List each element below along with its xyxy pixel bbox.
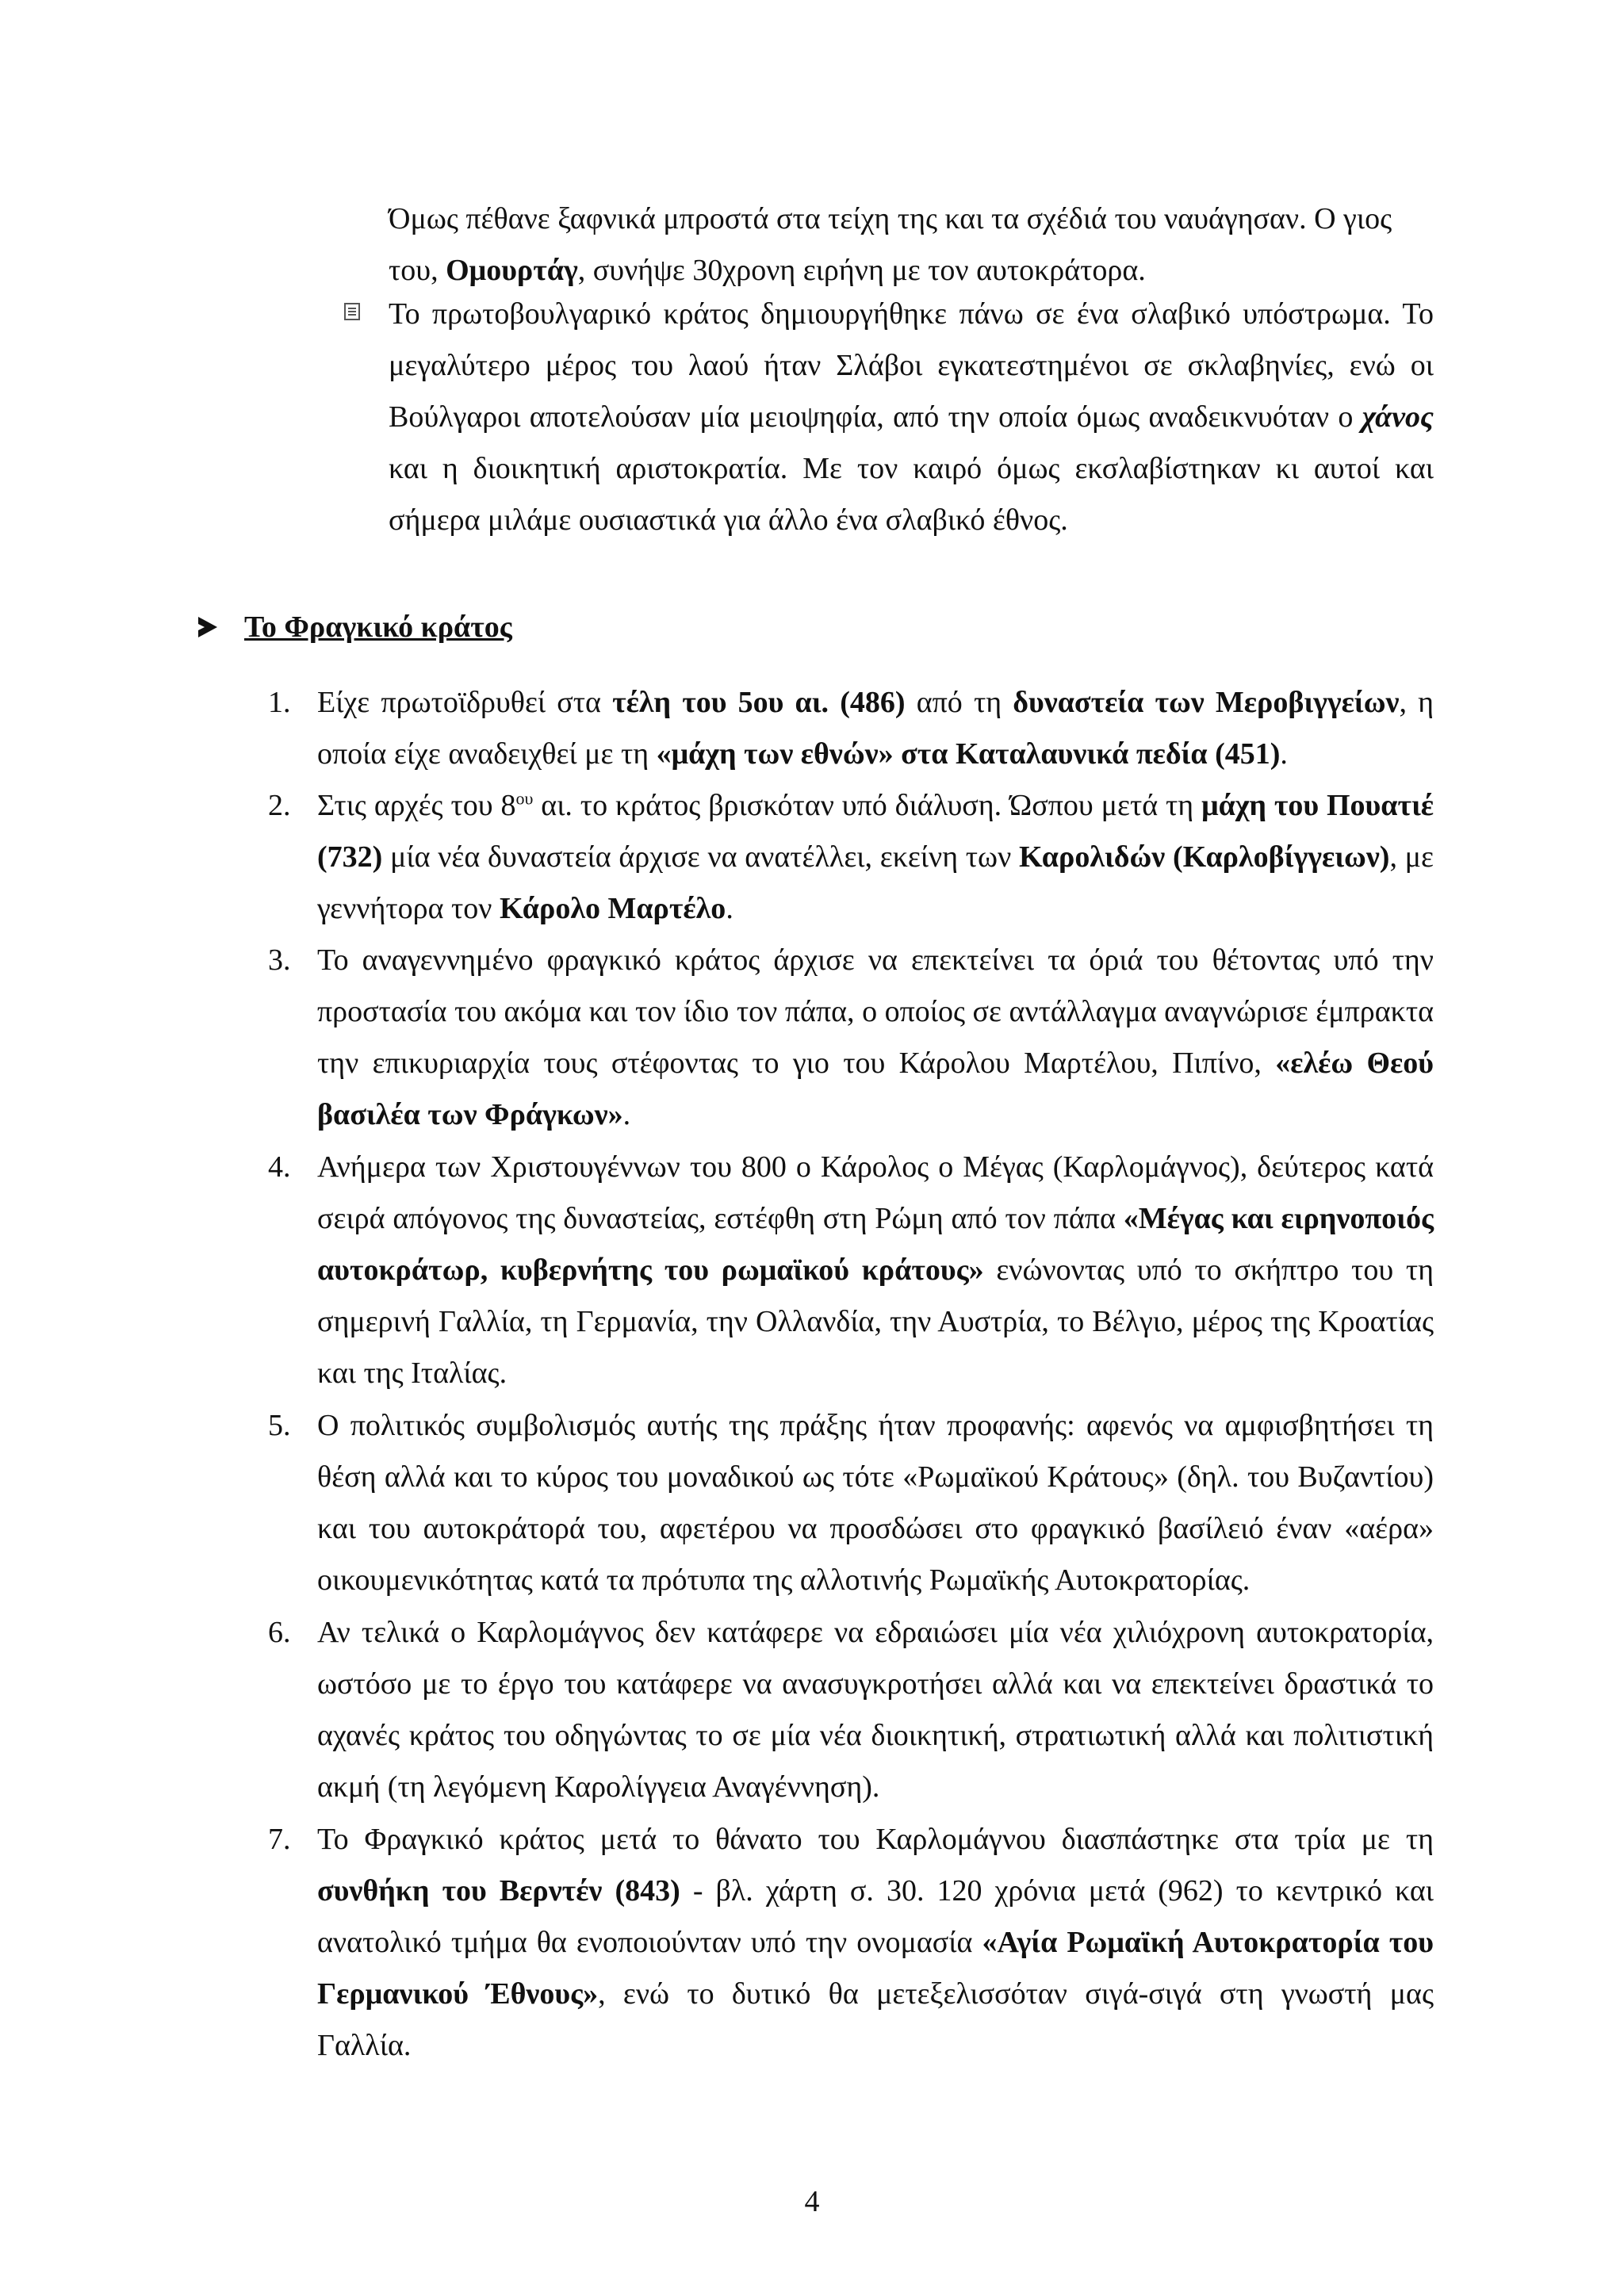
bold-text: «ελέω Θεού βασιλέα των Φράγκων» [317, 1047, 1434, 1131]
text-segment: ενώνοντας υπό το σκήπτρο του τη σημερινή Γαλλία, τη Γερμανία, την Ολλανδία, την Αυστρία, το Βέλγιο, μέρος της Κροατίας και της Ιταλίας. [317, 1253, 1434, 1390]
text-segment: Ο πολιτικός συμβολισμός αυτής της πράξης ήταν προφανής: αφενός να αμφισβητήσει τη θέση αλλά και το κύρος του μοναδικού ως τότε «Ρωμαϊκού Κράτους» (δηλ. του Βυζαντίου) και του αυτοκράτορά του, αφετέρου να προσδώσει στο φραγκικό βασίλειό έναν «αέρα» οικουμενικότητας κατά τα πρότυπα της αλλοτινής Ρωμαϊκής Αυτοκρατορίας. [317, 1409, 1434, 1597]
text-segment: Ανήμερα των Χριστουγέννων του 800 ο Κάρολος ο Μέγας (Καρλομάγνος), δεύτερος κατά σειρά απόγονος της δυναστείας, εστέφθη στη Ρώμη από τον πάπα [317, 1150, 1434, 1235]
text-segment: , με γεννήτορα τον [317, 840, 1434, 925]
intro-paragraph [389, 193, 1434, 297]
superscript: ου [515, 788, 534, 809]
list-item-text [317, 780, 1434, 935]
bold-text: (486) [840, 686, 906, 719]
text-segment: αι. το κράτος βρισκόταν υπό διάλυση. Ώσπου μετά τη [533, 789, 1202, 822]
text-segment: , η οποία είχε αναδειχθεί με τη [317, 686, 1434, 771]
bullet-term-khan: χάνος [1362, 400, 1434, 434]
list-item-text [317, 935, 1434, 1141]
text-segment: από τη [905, 686, 1013, 719]
text-segment: Στις αρχές του 8 [317, 789, 516, 822]
list-item-number: 7. [268, 1823, 291, 1856]
intro-line-2a: του, [389, 254, 446, 287]
bold-text: Καρολιδών (Καρλοβίγγειων) [1018, 840, 1390, 874]
text-segment: Το αναγεννημένο φραγκικό κράτος άρχισε να επεκτείνει τα όριά του θέτοντας υπό την προστασία του ακόμα και τον ίδιο τον πάπα, ο οποίος σε αντάλλαγμα αναγνώρισε έμπρακτα την επικυριαρχία τους στέφοντας το γιο του Κάρολου Μαρτέλου, Πιπίνο, [317, 943, 1434, 1080]
list-item-text [317, 1814, 1434, 2072]
intro-line-2c: , συνήψε 30χρονη ειρήνη με τον αυτοκράτορα. [577, 254, 1146, 287]
section-heading: Το Φραγκικό κράτος [244, 610, 512, 644]
bullet-text-a: Το πρωτοβουλγαρικό κράτος δημιουργήθηκε πάνω σε ένα σλαβικό υπόστρωμα. Το μεγαλύτερο μέρος του λαού ήταν Σλάβοι εγκατεστημένοι σε σκλαβηνίες, ενώ οι Βούλγαροι αποτελούσαν μία μειοψηφία, από την οποία όμως αναδεικνυόταν ο [389, 297, 1434, 434]
text-segment [829, 686, 840, 719]
bold-text: μάχη του Πουατιέ (732) [317, 789, 1434, 874]
text-segment: Είχε πρωτοϊδρυθεί στα [317, 686, 613, 719]
list-item-text [317, 1400, 1434, 1606]
bold-text: δυναστεία των Μεροβιγγείων [1013, 686, 1400, 719]
bullet-text-c: και η διοικητική αριστοκρατία. Με τον καιρό όμως εκσλαβίστηκαν κι αυτοί και σήμερα μιλάμε ουσιαστικά για άλλο ένα σλαβικό έθνος. [389, 452, 1434, 537]
arrow-bullet-icon [198, 617, 217, 637]
text-segment: . [622, 1098, 631, 1131]
page-number: 4 [804, 2185, 820, 2218]
list-item-number: 1. [268, 686, 291, 719]
list-item-number: 3. [268, 943, 291, 977]
list-bullet-icon [344, 303, 360, 320]
bullet-paragraph [389, 289, 1434, 546]
text-segment: Το Φραγκικό κράτος μετά το θάνατο του Καρλομάγνου διασπάστηκε στα τρία με τη [317, 1823, 1434, 1856]
bold-text: «Μέγας και ειρηνοποιός αυτοκράτωρ, κυβερνήτης του ρωμαϊκού κράτους» [317, 1202, 1434, 1287]
text-segment: . [1280, 737, 1288, 771]
text-segment: - βλ. χάρτη σ. 30. 120 χρόνια μετά (962) το κεντρικό και ανατολικό τμήμα θα ενοποιούνταν υπό την ονομασία [317, 1874, 1434, 1959]
list-item-text [317, 1607, 1434, 1813]
text-segment: Αν τελικά ο Καρλομάγνος δεν κατάφερε να εδραιώσει μία νέα χιλιόχρονη αυτοκρατορία, ωστόσο με το έργο του κατάφερε να ανασυγκροτήσει αλλά και να επεκτείνει δραστικά το αχανές κράτος του οδηγώντας το σε μία νέα διοικητική, στρατιωτική αλλά και πολιτιστική ακμή (τη λεγόμενη Καρολίγγεια Αναγέννηση). [317, 1616, 1434, 1804]
text-segment: μία νέα δυναστεία άρχισε να ανατέλλει, εκείνη των [382, 840, 1019, 874]
bold-text: «Αγία Ρωμαϊκή Αυτοκρατορία του Γερμανικού Έθνους» [317, 1926, 1434, 2011]
text-segment: , ενώ το δυτικό θα μετεξελισσόταν σιγά-σιγά στη γνωστή μας Γαλλία. [317, 1977, 1434, 2062]
list-item-number: 5. [268, 1409, 291, 1442]
intro-name-omurtag: Ομουρτάγ [446, 254, 578, 287]
intro-line-1: Όμως πέθανε ξαφνικά μπροστά στα τείχη της και τα σχέδιά του ναυάγησαν. Ο γιος [389, 202, 1392, 235]
bold-text: «μάχη των εθνών» στα Καταλαυνικά πεδία (451) [656, 737, 1281, 771]
text-segment: . [726, 892, 733, 925]
list-item-number: 6. [268, 1616, 291, 1649]
list-item-number: 2. [268, 789, 291, 822]
list-item-text [317, 1142, 1434, 1399]
list-item-text [317, 677, 1434, 780]
bold-text: τέλη του 5ου αι. [612, 686, 829, 719]
list-item-number: 4. [268, 1150, 291, 1184]
bold-text: Κάρολο Μαρτέλο [499, 892, 726, 925]
bold-text: συνθήκη του Βερντέν (843) [317, 1874, 680, 1908]
